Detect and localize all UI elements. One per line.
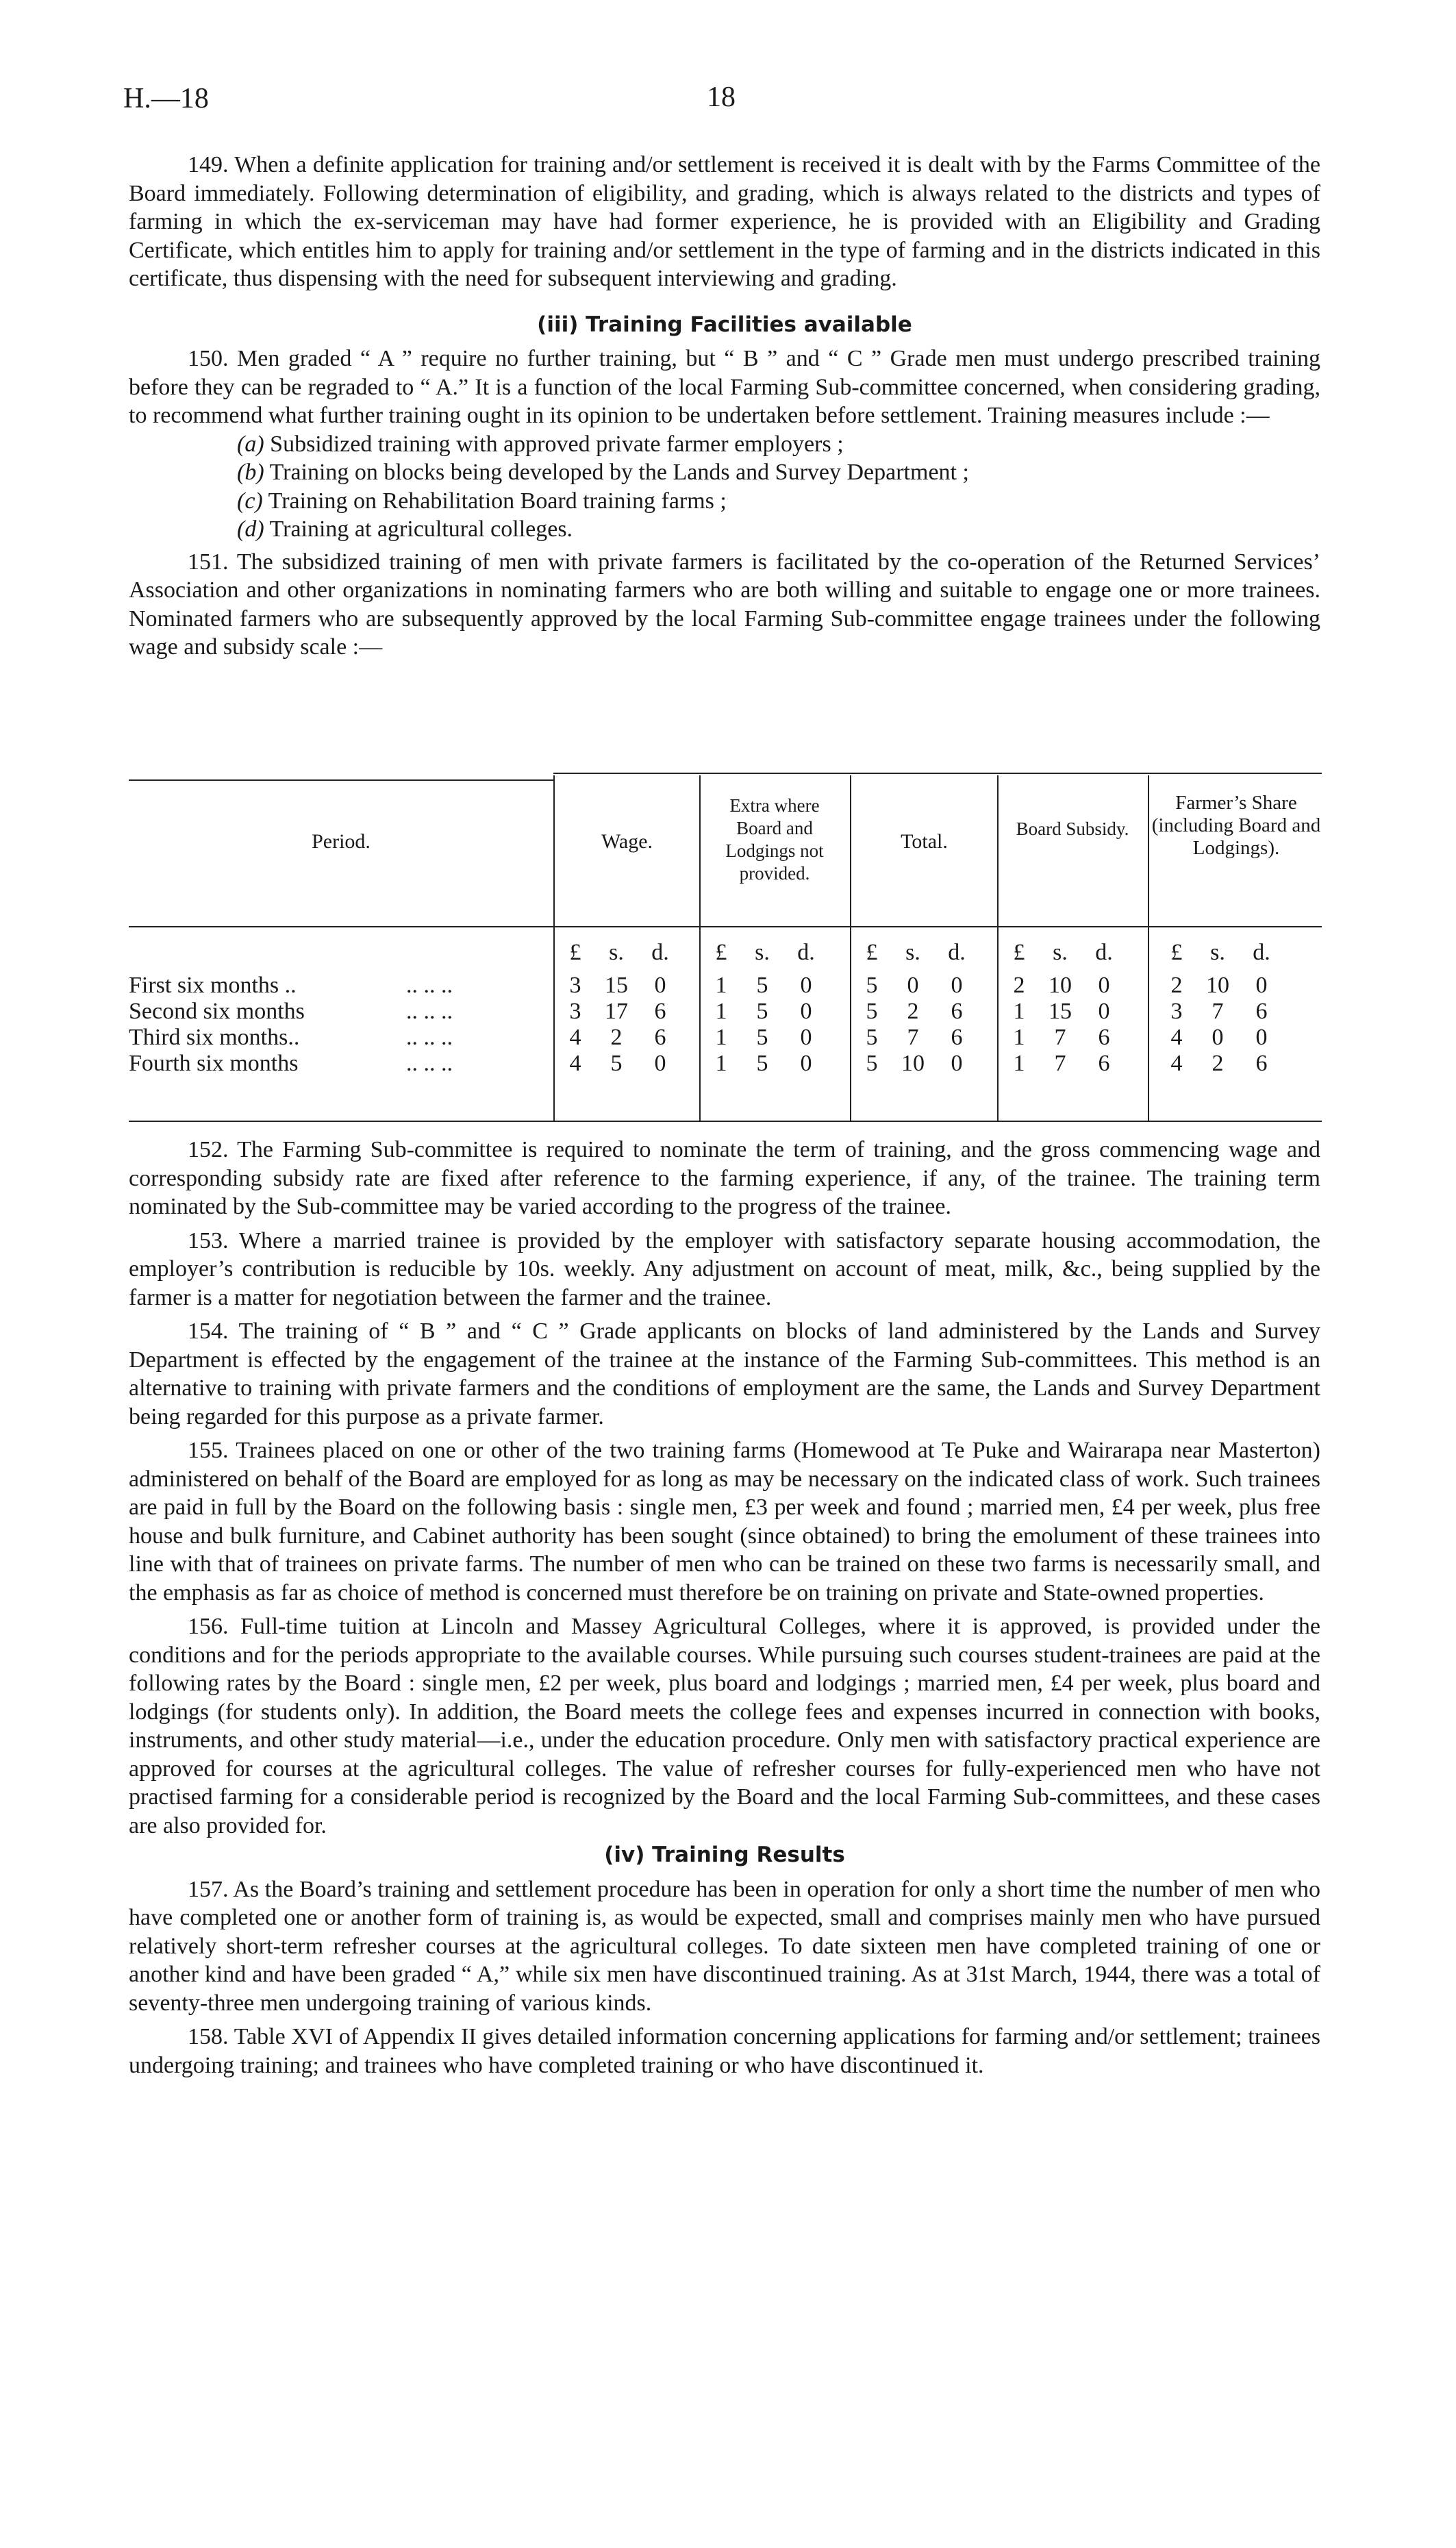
upper-text-block: [129, 151, 1320, 662]
column-header-period: Period.: [312, 830, 371, 853]
paragraph-149: 149. When a definite application for training and/or settlement is received it is dealt with by the Farms Committee of the Board immediately. Following determination of eligibility, and grading, which is always related to the districts and types of farming in which the ex-serviceman may have had former experience, he is provided with an Eligibility and Grading Certificate, which entitles him to apply for training and/or settlement in the type of farming and in the districts indicated in this certificate, thus dispensing with the need for subsequent interviewing and grading.: [129, 152, 1320, 291]
paragraph-151: 151. The subsidized training of men with private farmers is facilitated by the co-operation of the Returned Services’ Association and other organizations in nominating farmers who are both willing and suitable to engage one or more trainees. Nominated farmers who are subsequently approved by the local Farming Sub-committee engage trainees under the following wage and subsidy scale :—: [129, 549, 1320, 660]
list-item: (c) Training on Rehabilitation Board training farms ;: [237, 488, 727, 514]
document-reference: H.—18: [123, 83, 209, 114]
column-header-board-subsidy: Board Subsidy.: [1016, 819, 1129, 839]
units-farmer: £ s. d.: [1170, 940, 1270, 965]
column-header-farmers-share: Farmer’s Share (including Board and Lodgings).: [1151, 792, 1321, 859]
wage-subsidy-table: Period. Wage. Extra where Board and Lodgings not provided. Total. Board Subsidy. Farmer’s Share (including Board and Lodgings). £ s. d. £ s. d. £ s. d. £ s. d. £ s. d. First six months .. .. .. .. 3 15 0 1 5 0 5 0 0 2 10 0 2 10 0 Second six months .. .. .. 3 17 6 1 5 0 5 2 6 1 15 0 3 7 6 Third six months.. .. .. .. 4 2 6 1 5 0 5 7 6 1 7 6 4 0 0 Fourth six months .. .. .. 4 5 0 1 5 0 5 10 0 1 7 6 4 2 6: [129, 769, 1322, 1122]
paragraph-155: 155. Trainees placed on one or other of the two training farms (Homewood at Te Puke and Wairarapa near Masterton) administered on behalf of the Board are employed for as long as may be necessary on the indicated class of work. Such trainees are paid in full by the Board on the following basis : single men, £3 per week and found ; married men, £4 per week, plus free house and bulk furniture, and Cabinet authority has been sought (since obtained) to bring the emolument of these trainees into line with that of trainees on private farms. The number of men who can be trained on these two farms is necessarily small, and the emphasis as far as choice of method is concerned must therefore be on training on private and State-owned properties.: [129, 1438, 1320, 1606]
list-item: (a) Subsidized training with approved private farmer employers ;: [237, 431, 844, 457]
list-item: (b) Training on blocks being developed by the Lands and Survey Department ;: [237, 460, 969, 485]
column-header-wage: Wage.: [601, 830, 653, 853]
paragraph-150: 150. Men graded “ A ” require no further training, but “ B ” and “ C ” Grade men must undergo prescribed training before they can be regraded to “ A.” It is a function of the local Farming Sub-committee concerned, when considering grading, to recommend what further training ought in its opinion to be undertaken before settlement. Training measures include :—: [129, 346, 1320, 428]
lower-text-block: [129, 1136, 1320, 2079]
paragraph-156: 156. Full-time tuition at Lincoln and Massey Agricultural Colleges, where it is approved, is provided under the conditions and for the periods appropriate to the available courses. While pursuing such courses student-trainees are paid at the following rates by the Board : single men, £2 per week, plus board and lodgings ; married men, £4 per week, plus board and lodgings (for students only). In addition, the Board meets the college fees and expenses incurred in connection with books, instruments, and other study material—i.e., under the education procedure. Only men with satisfactory practical experience are approved for courses at the agricultural colleges. The value of refresher courses for fully-experienced men who have not practised farming for a considerable period is recognized by the Board and the local Farming Sub-committees, and these cases are also provided for.: [129, 1614, 1320, 1838]
units-subsidy: £ s. d.: [1013, 940, 1113, 965]
units-total: £ s. d.: [866, 940, 966, 965]
heading-training-results: (iv) Training Results: [604, 1843, 845, 1867]
paragraph-154: 154. The training of “ B ” and “ C ” Grade applicants on blocks of land administered by the Lands and Survey Department is effected by the engagement of the trainee at the instance of the Farming Sub-committees. This method is an alternative to training with private farmers and the conditions of employment are the same, the Lands and Survey Department being regarded for this purpose as a private farmer.: [129, 1319, 1320, 1429]
list-item: (d) Training at agricultural colleges.: [237, 516, 573, 542]
paragraph-157: 157. As the Board’s training and settlement procedure has been in operation for only a short time the number of men who have completed one or another form of training is, as would be expected, small and comprises mainly men who have pursued relatively short-term refresher courses at the agricultural colleges. To date sixteen men have completed training of one or another kind and have been graded “ A,” while six men have discontinued training. As at 31st March, 1944, there was a total of seventy-three men undergoing training of various kinds.: [129, 1876, 1320, 2016]
paragraph-153: 153. Where a married trainee is provided by the employer with satisfactory separate housing accommodation, the employer’s contribution is reducible by 10s. weekly. Any adjustment on account of meat, milk, &c., being supplied by the farmer is a matter for negotiation between the farmer and the trainee.: [129, 1227, 1320, 1310]
units-wage: £ s. d.: [569, 940, 669, 965]
heading-training-facilities: (iii) Training Facilities available: [537, 312, 912, 337]
page-number: 18: [707, 82, 736, 113]
column-header-total: Total.: [901, 830, 948, 853]
units-extra: £ s. d.: [715, 940, 815, 965]
training-measures-list: [129, 430, 1320, 544]
paragraph-158: 158. Table XVI of Appendix II gives detailed information concerning applications for farming and/or settlement; trainees undergoing training; and trainees who have completed training or who have discontinued it.: [129, 2024, 1320, 2078]
paragraph-152: 152. The Farming Sub-committee is required to nominate the term of training, and the gross commencing wage and corresponding subsidy rate are fixed after reference to the farming experience, if any, of the trainee. The training term nominated by the Sub-committee may be varied according to the progress of the trainee.: [129, 1137, 1320, 1219]
column-header-extra: Extra where Board and Lodgings not provided.: [725, 795, 824, 884]
